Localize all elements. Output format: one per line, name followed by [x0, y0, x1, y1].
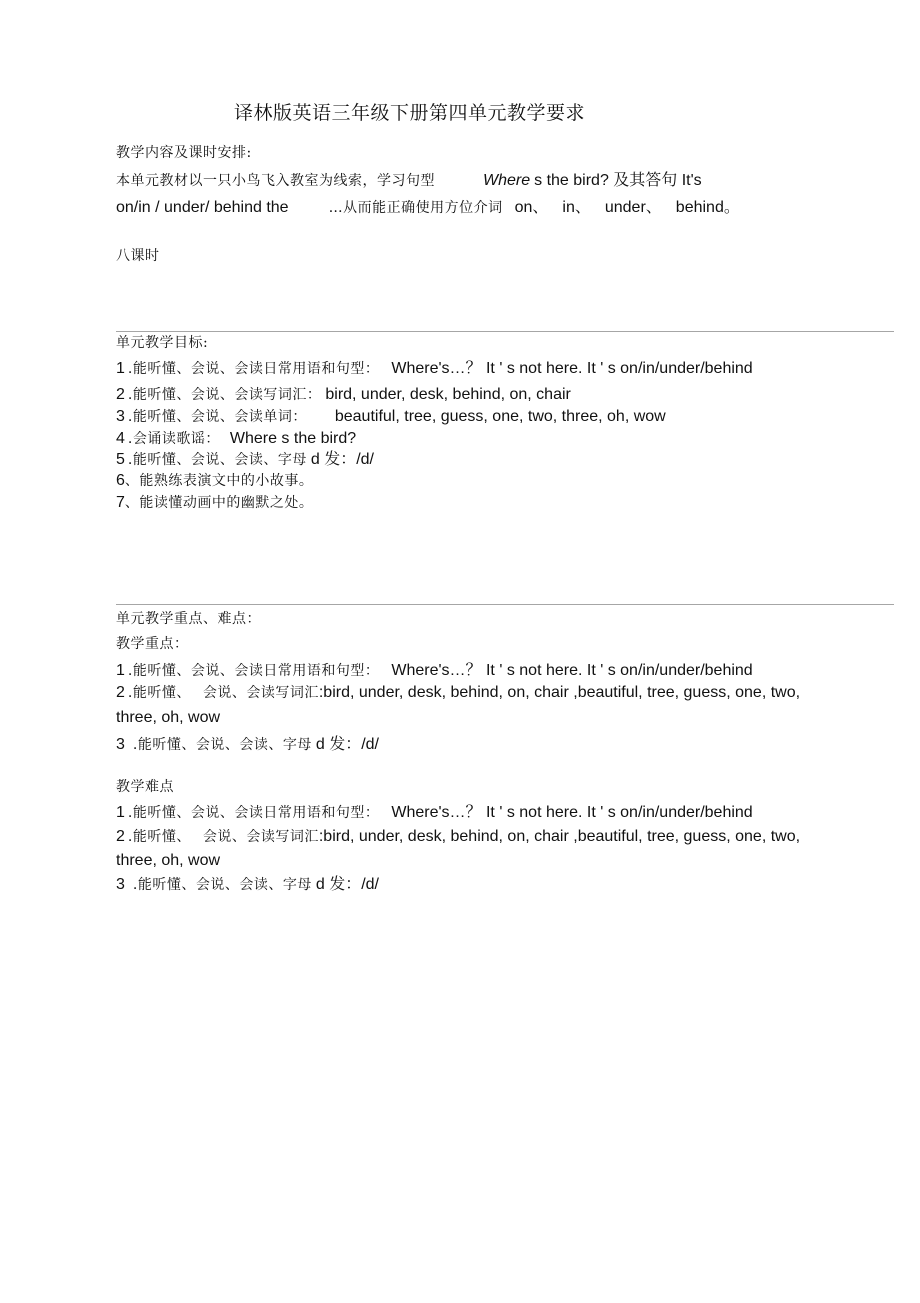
content-description-line-2	[116, 199, 740, 216]
objective-text-cn: 、能熟练表演文中的小故事。	[124, 473, 314, 489]
key-point-text-cn: 会说、会读写词汇	[202, 685, 319, 701]
difficult-point-text-en: :bird, under, desk, behind, on, chair ,beautiful, tree, guess, one, two,	[318, 828, 801, 845]
preposition-behind: behind。	[675, 199, 740, 216]
difficult-points-heading: 教学难点	[116, 779, 174, 795]
content-description-line-1	[116, 172, 702, 189]
objective-text-en: Where s the bird?	[229, 430, 357, 447]
objective-number: 6	[116, 472, 125, 489]
key-point-item	[116, 684, 800, 701]
difficult-point-item	[116, 876, 379, 893]
document-title: 译林版英语三年级下册第四单元教学要求	[234, 102, 586, 124]
difficult-point-text-cn: .能听懂、会说、会读日常用语和句型：	[127, 805, 380, 821]
objective-item	[116, 430, 356, 447]
difficult-point-continuation: three, oh, wow	[116, 852, 221, 869]
difficult-point-text-en: Where's…？ It ' s not here. It ' s on/in/under/behind	[391, 804, 753, 821]
description-text-en: s the bird? 及其答句 It's	[534, 172, 702, 189]
objectives-heading: 单元教学目标:	[116, 335, 209, 351]
objective-item	[116, 451, 374, 468]
preposition-under: under、	[604, 199, 662, 216]
objective-number: 4	[116, 430, 125, 447]
difficult-point-text-en: d 发：/d/	[315, 876, 379, 893]
objective-item	[116, 408, 666, 425]
difficult-point-text-cn: .能听懂、	[127, 829, 191, 845]
objective-text-en: bird, under, desk, behind, on, chair	[325, 386, 571, 403]
key-point-item	[116, 736, 379, 753]
key-point-number: 3	[116, 736, 125, 753]
objective-text-en: Where's…？ It ' s not here. It ' s on/in/under/behind	[391, 360, 753, 377]
key-point-text-cn: .能听懂、会说、会读日常用语和句型：	[127, 663, 380, 679]
preposition-on: on、	[514, 199, 549, 216]
key-point-continuation: three, oh, wow	[116, 709, 221, 726]
objective-text-cn: 、能读懂动画中的幽默之处。	[124, 495, 314, 511]
key-point-text-en: d 发：/d/	[315, 736, 379, 753]
difficult-point-text-cn: .能听懂、会说、会读、字母	[132, 877, 312, 893]
key-point-text-cn: .能听懂、会说、会读、字母	[132, 737, 312, 753]
objective-text-en: d 发：/d/	[310, 451, 374, 468]
key-point-text-en: Where's…？ It ' s not here. It ' s on/in/under/behind	[391, 662, 753, 679]
difficult-point-item	[116, 828, 800, 845]
difficult-point-item	[116, 804, 753, 821]
difficult-point-number: 3	[116, 876, 125, 893]
focus-heading: 单元教学重点、难点：	[116, 611, 261, 627]
content-heading: 教学内容及课时安排:	[116, 145, 252, 161]
objective-text-cn: .能听懂、会说、会读日常用语和句型：	[127, 361, 380, 377]
description-where-italic: Where	[483, 172, 531, 189]
objective-number: 1	[116, 360, 125, 377]
description-text-cn-2: …从而能正确使用方位介词	[328, 200, 503, 216]
key-points-heading: 教学重点：	[116, 636, 189, 652]
section-divider	[116, 604, 894, 605]
objective-number: 2	[116, 386, 125, 403]
objective-text-cn: .能听懂、会说、会读单词：	[127, 409, 307, 425]
objective-text-en: beautiful, tree, guess, one, two, three, oh, wow	[334, 408, 666, 425]
description-text-cn: 本单元教材以一只小鸟飞入教室为线索，学习句型	[116, 173, 435, 189]
key-point-number: 2	[116, 684, 125, 701]
class-hours: 八课时	[116, 248, 160, 264]
section-divider	[116, 331, 894, 332]
description-text-en-2: on/in / under/ behind the	[116, 199, 289, 216]
objective-text-cn: .会诵读歌谣：	[127, 431, 220, 447]
key-point-text-en: :bird, under, desk, behind, on, chair ,beautiful, tree, guess, one, two,	[318, 684, 801, 701]
objective-text-cn: .能听懂、会说、会读、字母	[127, 452, 307, 468]
difficult-point-number: 1	[116, 804, 125, 821]
key-point-number: 1	[116, 662, 125, 679]
objective-number: 3	[116, 408, 125, 425]
objective-item	[116, 386, 571, 403]
objective-item	[116, 494, 313, 511]
difficult-point-number: 2	[116, 828, 125, 845]
key-point-text-cn: .能听懂、	[127, 685, 191, 701]
difficult-point-text-cn: 会说、会读写词汇	[202, 829, 319, 845]
objective-item	[116, 360, 753, 377]
objective-number: 7	[116, 494, 125, 511]
objective-number: 5	[116, 451, 125, 468]
objective-item	[116, 472, 313, 489]
preposition-in: in、	[562, 199, 591, 216]
key-point-item	[116, 662, 753, 679]
objective-text-cn: .能听懂、会说、会读写词汇：	[127, 387, 322, 403]
